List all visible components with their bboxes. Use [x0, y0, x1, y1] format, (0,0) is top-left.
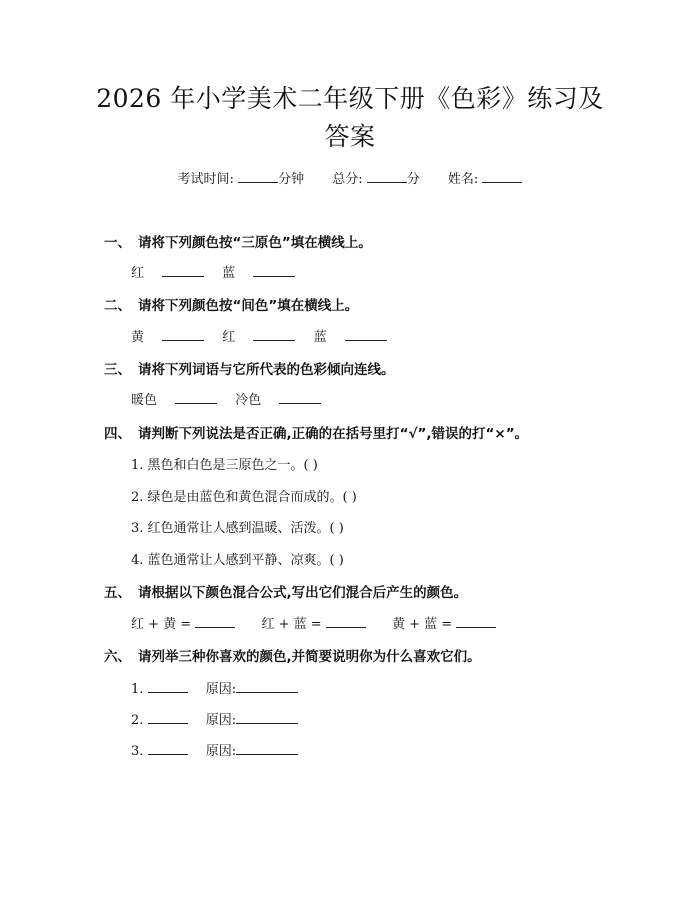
answer-item: 暖色	[131, 393, 158, 408]
judgement-item-4: 4. 蓝色通常让人感到平静、凉爽。( )	[131, 553, 344, 568]
score-unit: 分	[406, 172, 420, 187]
reason-label: 原因:	[205, 713, 237, 728]
formula-blank[interactable]	[326, 615, 366, 628]
exam-name	[448, 172, 523, 187]
reason-blank[interactable]	[236, 680, 298, 693]
row-number: 3.	[131, 744, 144, 759]
judgement-item-2: 2. 绿色是由蓝色和黄色混合而成的。( )	[131, 490, 357, 505]
answer-item: 蓝	[222, 266, 236, 281]
question-2-answers	[131, 326, 387, 345]
answer-item: 红	[131, 266, 145, 281]
color-blank[interactable]	[148, 742, 188, 755]
answer-blank[interactable]	[253, 264, 295, 277]
formula-blank[interactable]	[195, 615, 235, 628]
question-text: 请根据以下颜色混合公式,写出它们混合后产生的颜色。	[138, 585, 468, 601]
formula: 红 + 黄 =	[131, 617, 192, 632]
answer-blank[interactable]	[253, 328, 295, 341]
name-label: 姓名:	[447, 172, 479, 187]
formula: 黄 + 蓝 =	[391, 617, 453, 632]
question-5	[104, 581, 467, 601]
question-6	[104, 645, 481, 665]
question-4	[104, 422, 528, 442]
reason-label: 原因:	[205, 682, 237, 697]
question-number: 五、	[104, 585, 131, 601]
question-text: 请列举三种你喜欢的颜色,并简要说明你为什么喜欢它们。	[138, 649, 481, 665]
judgement-item-1: 1. 黑色和白色是三原色之一。( )	[131, 458, 318, 473]
question-text: 请将下列颜色按“三原色”填在横线上。	[138, 235, 372, 251]
time-label: 考试时间:	[177, 172, 234, 187]
time-unit: 分钟	[278, 172, 305, 187]
answer-blank[interactable]	[279, 391, 321, 404]
question-text: 请将下列词语与它所代表的色彩倾向连线。	[138, 362, 395, 378]
exam-time	[178, 172, 309, 187]
answer-blank[interactable]	[175, 391, 217, 404]
reason-blank[interactable]	[236, 711, 298, 724]
question-1-answers	[131, 262, 295, 281]
score-blank[interactable]	[367, 170, 407, 183]
question-number: 三、	[104, 362, 131, 378]
question-text: 请判断下列说法是否正确,正确的在括号里打“√”,错误的打“×”。	[138, 426, 529, 442]
formula: 红 + 蓝 =	[261, 617, 322, 632]
reason-blank[interactable]	[236, 742, 298, 755]
answer-item: 蓝	[313, 330, 327, 345]
exam-meta	[0, 168, 700, 187]
answer-blank[interactable]	[345, 328, 387, 341]
answer-blank[interactable]	[162, 328, 204, 341]
question-text: 请将下列颜色按“间色”填在横线上。	[138, 298, 359, 314]
favorite-color-row-3	[131, 740, 298, 759]
question-number: 四、	[104, 426, 131, 442]
row-number: 2.	[131, 713, 144, 728]
question-2	[104, 294, 358, 314]
question-1	[104, 231, 372, 251]
reason-label: 原因:	[205, 744, 237, 759]
score-label: 总分:	[332, 172, 363, 187]
exam-score	[332, 172, 424, 187]
question-number: 二、	[104, 298, 131, 314]
page-title: 2026 年小学美术二年级下册《色彩》练习及答案	[96, 84, 604, 151]
row-number: 1.	[131, 682, 144, 697]
question-number: 一、	[104, 235, 131, 251]
time-blank[interactable]	[238, 170, 278, 183]
favorite-color-row-1	[131, 678, 298, 697]
question-3	[104, 358, 395, 378]
name-blank[interactable]	[482, 170, 522, 183]
answer-blank[interactable]	[162, 264, 204, 277]
answer-item: 黄	[131, 330, 145, 345]
favorite-color-row-2	[131, 709, 298, 728]
formula-blank[interactable]	[456, 615, 496, 628]
color-blank[interactable]	[148, 711, 188, 724]
question-5-formulas	[131, 613, 496, 632]
color-blank[interactable]	[148, 680, 188, 693]
answer-item: 冷色	[235, 393, 262, 408]
answer-item: 红	[222, 330, 236, 345]
judgement-item-3: 3. 红色通常让人感到温暖、活泼。( )	[131, 521, 344, 536]
question-number: 六、	[104, 649, 131, 665]
question-3-answers	[131, 389, 321, 408]
